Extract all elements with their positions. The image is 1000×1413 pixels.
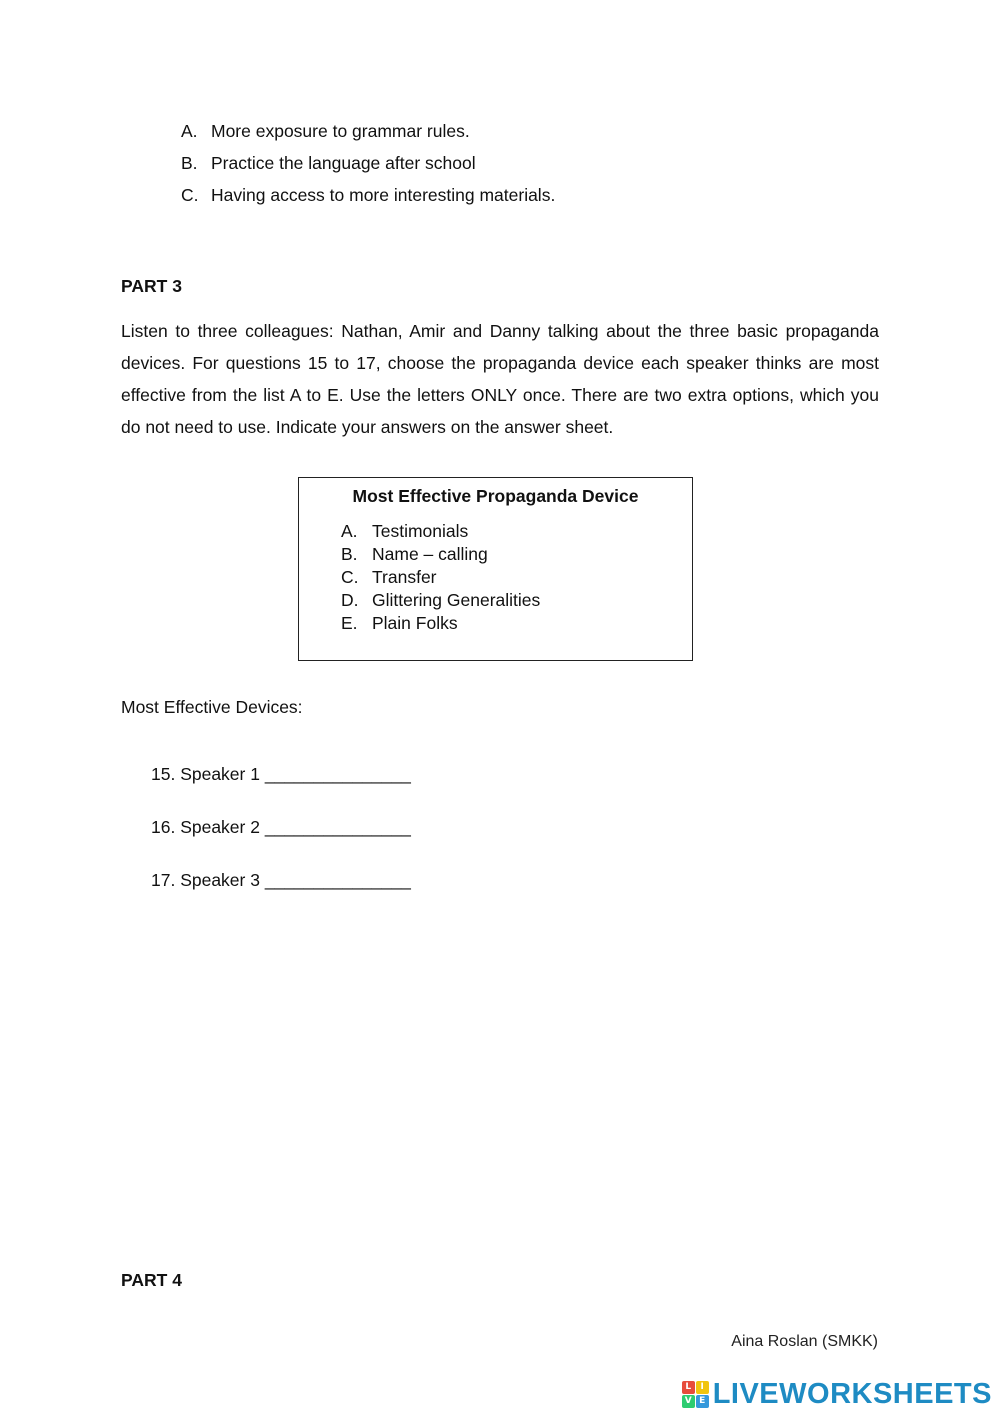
logo-mark-letter: E [696,1395,709,1408]
box-item-letter: B. [341,544,358,564]
box-item-text: Transfer [372,567,437,587]
box-item-text: Name – calling [372,544,488,564]
logo-mark-letter: V [682,1395,695,1408]
part3-instructions: Listen to three colleagues: Nathan, Amir and Danny talking about the three basic propaganda devices. For questions 15 to 17, choose the propaganda device each speaker thinks are most effective from the list A to E. Use the letters ONLY once. There are two extra options, which you do not need to use. Indicate your answers on the answer sheet. [121,321,879,437]
option-letter: C. [181,185,199,205]
logo-mark-letter: I [696,1381,709,1394]
option-text: Practice the language after school [211,153,476,173]
box-item-letter: E. [341,613,358,633]
question-17 [151,870,411,891]
options-box-title: Most Effective Propaganda Device [352,486,639,506]
box-item-letter: D. [341,590,359,610]
option-letter: A. [181,121,198,141]
box-item-e [341,612,540,635]
option-b [181,153,476,174]
question-15 [151,764,411,785]
question-label: 17. Speaker 3 [151,870,260,890]
question-label: 15. Speaker 1 [151,764,260,784]
part3-heading: PART 3 [121,276,182,296]
liveworksheets-logo[interactable] [682,1378,992,1410]
answer-blank[interactable]: _______________ [264,764,411,784]
question-label: 16. Speaker 2 [151,817,260,837]
box-item-text: Testimonials [372,521,469,541]
answer-blank[interactable]: _______________ [264,817,411,837]
logo-brand-text: LIVEWORKSHEETS [712,1377,992,1410]
logo-mark-icon [682,1381,709,1408]
box-item-a [341,520,540,543]
question-16 [151,817,411,838]
option-letter: B. [181,153,198,173]
box-item-text: Glittering Generalities [372,590,541,610]
answer-blank[interactable]: _______________ [264,870,411,890]
logo-mark-letter: L [682,1381,695,1394]
author-credit: Aina Roslan (SMKK) [731,1333,878,1350]
option-a [181,121,470,142]
box-item-b [341,543,540,566]
box-item-text: Plain Folks [372,613,458,633]
devices-label: Most Effective Devices: [121,697,303,717]
box-item-letter: C. [341,567,359,587]
part4-heading: PART 4 [121,1270,182,1290]
box-item-c [341,566,540,589]
box-item-letter: A. [341,521,358,541]
options-box-list [341,520,540,635]
option-text: Having access to more interesting materials. [211,185,556,205]
box-item-d [341,589,540,612]
option-text: More exposure to grammar rules. [211,121,470,141]
option-c [181,185,555,206]
options-box [298,477,693,661]
